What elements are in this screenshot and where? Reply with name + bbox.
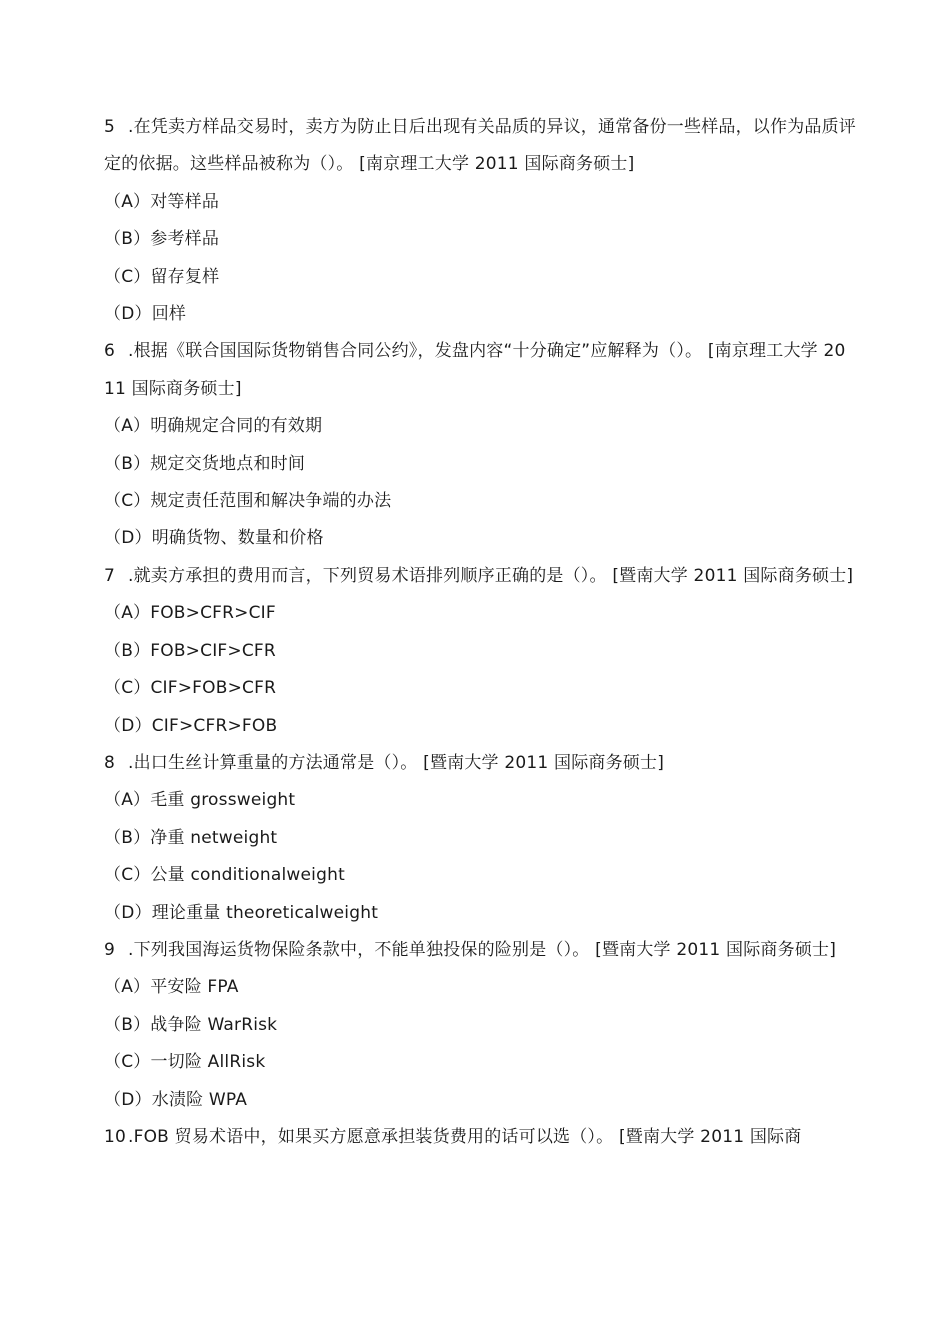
option-d: （D）CIF>CFR>FOB <box>104 715 278 736</box>
question-stem <box>104 333 856 408</box>
question-source: [暨南大学 2011 国际商 <box>618 1126 802 1147</box>
question-stem <box>104 558 856 595</box>
option-d: （D）回样 <box>104 304 187 325</box>
question-text: .根据《联合国国际货物销售合同公约》，发盘内容“十分确定”应解释为（）。 <box>128 341 703 362</box>
question-text: .FOB 贸易术语中，如果买方愿意承担装货费用的话可以选（）。 <box>128 1126 614 1147</box>
option-a: （A）平安险 FPA <box>104 977 239 998</box>
option-list <box>104 969 856 1119</box>
question-9 <box>104 932 856 1119</box>
question-list <box>104 109 856 1156</box>
option-list <box>104 184 856 334</box>
question-source: [暨南大学 2011 国际商务硕士] <box>423 752 665 773</box>
question-8 <box>104 745 856 932</box>
question-source: [南京理工大学 2011 国际商务硕士] <box>359 154 635 175</box>
question-6 <box>104 333 856 557</box>
question-number: 10 <box>104 1126 127 1147</box>
question-5 <box>104 109 856 333</box>
option-c: （C）留存复样 <box>104 266 220 287</box>
option-d: （D）理论重量 theoreticalweight <box>104 902 379 923</box>
option-a: （A）明确规定合同的有效期 <box>104 416 323 437</box>
option-c: （C）一切险 AllRisk <box>104 1052 266 1073</box>
option-c: （C）规定责任范围和解决争端的办法 <box>104 491 392 512</box>
option-b: （B）净重 netweight <box>104 827 278 848</box>
option-list <box>104 782 856 932</box>
question-stem <box>104 932 856 969</box>
option-list <box>104 595 856 745</box>
option-a: （A）对等样品 <box>104 191 220 212</box>
question-text: .就卖方承担的费用而言，下列贸易术语排列顺序正确的是（）。 <box>128 565 607 586</box>
question-number: 9 <box>104 939 116 960</box>
option-c: （C）公量 conditionalweight <box>104 865 345 886</box>
question-number: 6 <box>104 341 116 362</box>
option-d: （D）水渍险 WPA <box>104 1089 248 1110</box>
question-text: .在凭卖方样品交易时，卖方为防止日后出现有关品质的异议，通常备份一些样品，以作为品质评定的依据。这些样品被称为（）。 <box>104 117 857 175</box>
question-number: 5 <box>104 117 116 137</box>
option-list <box>104 408 856 558</box>
question-text: .出口生丝计算重量的方法通常是（）。 <box>128 752 418 773</box>
question-source: [南京理工大学 2011 国际商务硕士] <box>104 341 846 399</box>
question-source: [暨南大学 2011 国际商务硕士] <box>612 565 854 586</box>
option-b: （B）参考样品 <box>104 229 220 250</box>
question-stem <box>104 1119 856 1156</box>
question-7 <box>104 558 856 745</box>
question-stem <box>104 109 856 184</box>
option-c: （C）CIF>FOB>CFR <box>104 678 277 699</box>
question-stem <box>104 745 856 782</box>
question-10 <box>104 1119 856 1156</box>
option-b: （B）规定交货地点和时间 <box>104 453 306 474</box>
option-b: （B）FOB>CIF>CFR <box>104 640 276 661</box>
option-d: （D）明确货物、数量和价格 <box>104 528 324 549</box>
option-b: （B）战争险 WarRisk <box>104 1014 278 1035</box>
question-number: 7 <box>104 565 116 586</box>
question-source: [暨南大学 2011 国际商务硕士] <box>595 939 837 960</box>
question-number: 8 <box>104 752 116 773</box>
option-a: （A）毛重 grossweight <box>104 790 296 811</box>
question-text: .下列我国海运货物保险条款中，不能单独投保的险别是（）。 <box>128 939 590 960</box>
option-a: （A）FOB>CFR>CIF <box>104 603 276 624</box>
